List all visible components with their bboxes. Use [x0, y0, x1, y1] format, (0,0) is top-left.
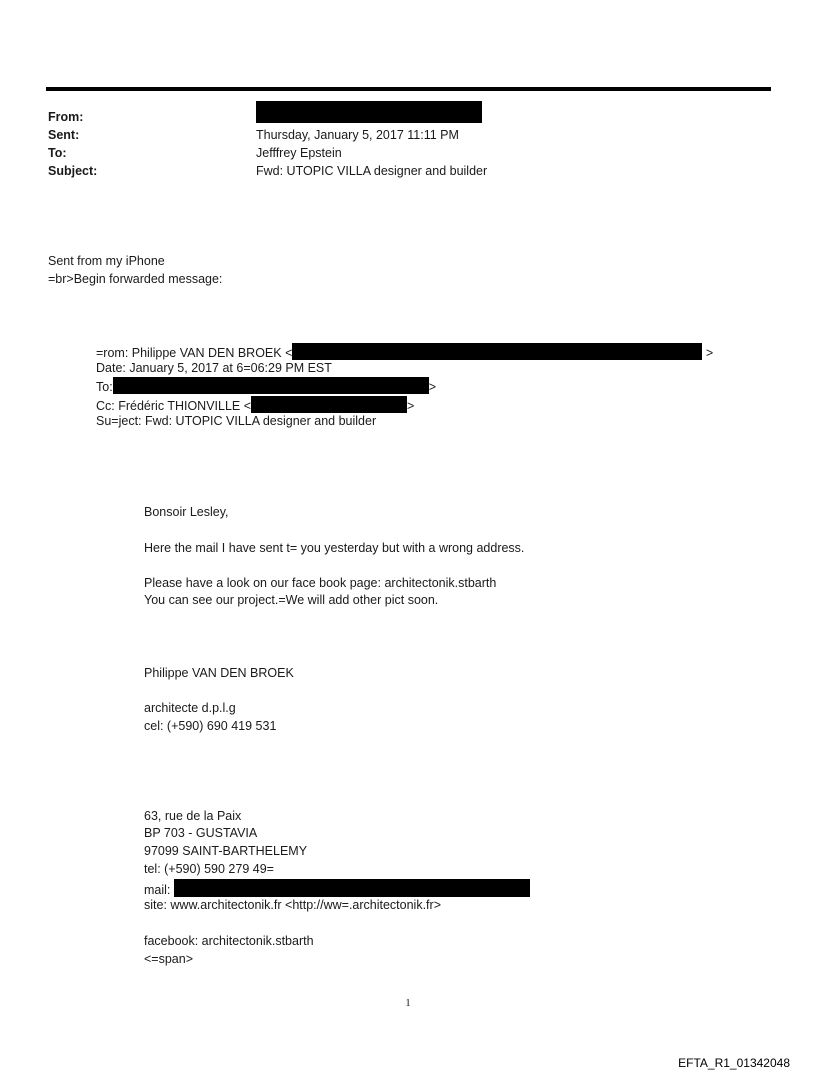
message-paragraph-2-line-1: Please have a look on our face book page: architectonik.stbarth: [144, 576, 497, 590]
signature-tel: tel: (+590) 590 279 49=: [144, 862, 274, 876]
fwd-cc-text: Cc: Frédéric THIONVILLE <: [96, 399, 252, 413]
begin-forwarded: =br>Begin forwarded message:: [48, 272, 223, 286]
fwd-from-text: =rom: Philippe VAN DEN BROEK <: [96, 346, 293, 360]
redacted-fwd-cc: [251, 396, 407, 413]
bates-number: EFTA_R1_01342048: [678, 1056, 790, 1070]
signature-site: site: www.architectonik.fr <http://ww=.architectonik.fr>: [144, 898, 441, 912]
signature-name: Philippe VAN DEN BROEK: [144, 666, 294, 680]
redacted-mail: [174, 879, 530, 897]
greeting: Bonsoir Lesley,: [144, 505, 229, 519]
fwd-from-close: >: [705, 346, 714, 360]
redacted-fwd-to: [113, 377, 429, 394]
message-paragraph-2-line-2: You can see our project.=We will add other pict soon.: [144, 593, 439, 607]
address-line-1: 63, rue de la Paix: [144, 809, 242, 823]
mail-label: mail:: [144, 883, 171, 897]
page-number: 1: [405, 997, 411, 1009]
sent-value: Thursday, January 5, 2017 11:11 PM: [256, 128, 459, 142]
sent-label: Sent:: [48, 128, 80, 142]
fwd-to-close: >: [428, 380, 436, 394]
signature-facebook: facebook: architectonik.stbarth: [144, 934, 314, 948]
sent-from-iphone: Sent from my iPhone: [48, 254, 165, 268]
signature-title: architecte d.p.l.g: [144, 701, 236, 715]
fwd-to-text: To:: [96, 380, 113, 394]
from-label: From:: [48, 110, 84, 124]
message-paragraph-1: Here the mail I have sent t= you yesterday but with a wrong address.: [144, 541, 525, 555]
to-value: Jefffrey Epstein: [256, 146, 342, 160]
header-rule: [46, 87, 771, 91]
span-artifact: <=span>: [144, 952, 194, 966]
subject-value: Fwd: UTOPIC VILLA designer and builder: [256, 164, 488, 178]
fwd-date: Date: January 5, 2017 at 6=06:29 PM EST: [96, 361, 332, 375]
redacted-from: [256, 101, 482, 123]
fwd-subject: Su=ject: Fwd: UTOPIC VILLA designer and builder: [96, 414, 377, 428]
fwd-cc-close: >: [407, 399, 415, 413]
signature-mail-line: [144, 879, 530, 898]
redacted-fwd-from: [292, 343, 702, 360]
fwd-cc-line: [96, 396, 414, 414]
address-line-3: 97099 SAINT-BARTHELEMY: [144, 844, 308, 858]
subject-label: Subject:: [48, 164, 98, 178]
fwd-to-line: [96, 377, 436, 395]
fwd-from-line: [96, 343, 713, 361]
to-label: To:: [48, 146, 67, 160]
signature-cel: cel: (+590) 690 419 531: [144, 719, 277, 733]
address-line-2: BP 703 - GUSTAVIA: [144, 826, 258, 840]
